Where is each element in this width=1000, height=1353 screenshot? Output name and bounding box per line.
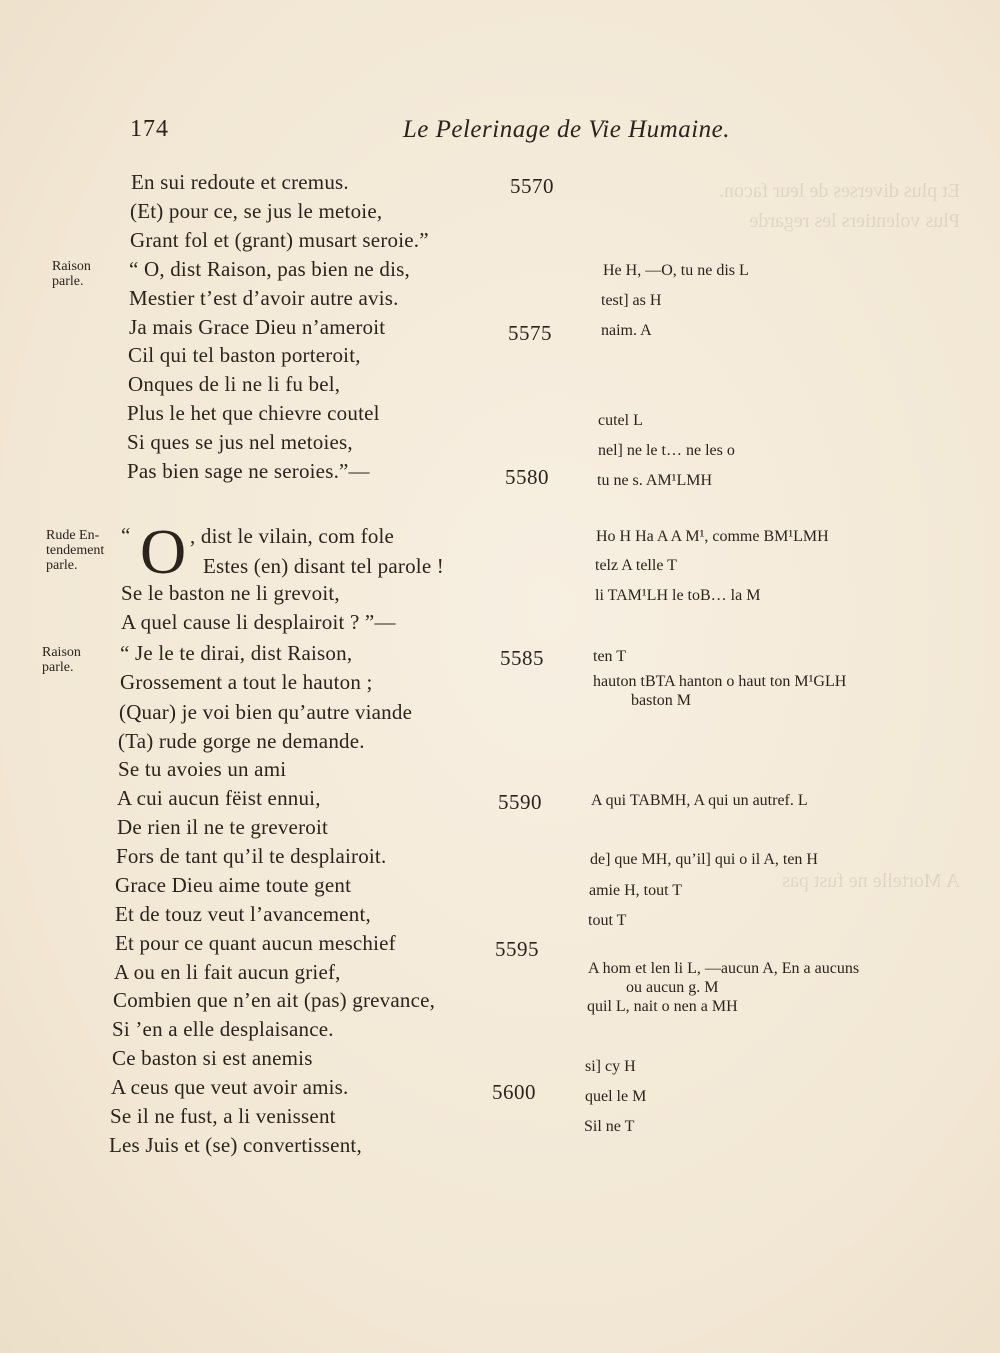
variant-note-line: ou aucun g. M	[626, 979, 719, 996]
line-number: 5580	[505, 465, 549, 489]
variant-note: quil L, nait o nen a MH	[587, 998, 738, 1015]
line-number: 5590	[498, 790, 542, 814]
verse-line: Si ques se jus nel metoies,	[127, 430, 353, 454]
variant-note: Ho H Ha A A M¹, comme BM¹LMH	[596, 528, 829, 545]
variant-note: He H, —O, tu ne dis L	[603, 262, 749, 279]
variant-note: cutel L	[598, 412, 643, 429]
verse-line: A ou en li fait aucun grief,	[114, 960, 341, 984]
verse-line: Ja mais Grace Dieu n’ameroit	[129, 315, 386, 339]
variant-note-line: baston M	[631, 692, 691, 709]
verse-line: Grace Dieu aime toute gent	[115, 873, 352, 897]
drop-cap-letter: O	[140, 516, 187, 587]
verse-line: (Ta) rude gorge ne demande.	[118, 729, 365, 753]
verse-line: Se le baston ne li grevoit,	[121, 581, 340, 605]
verse-line: Et de touz veut l’avancement,	[115, 902, 371, 926]
verse-line: Onques de li ne li fu bel,	[128, 372, 341, 396]
verse-line: Et pour ce quant aucun meschief	[115, 931, 396, 955]
verse-line: Fors de tant qu’il te desplairoit.	[116, 844, 387, 868]
verse-line: Pas bien sage ne seroies.”—	[127, 459, 370, 483]
side-note-speaker: Rude En- tendement parle.	[46, 528, 105, 573]
verse-line: A quel cause li desplairoit ? ”—	[121, 610, 396, 634]
verse-line: Plus le het que chievre coutel	[127, 401, 380, 425]
verse-line: “ Je le te dirai, dist Raison,	[120, 641, 353, 665]
verse-line: Si ’en a elle desplaisance.	[112, 1017, 334, 1041]
running-title: Le Pelerinage de Vie Humaine.	[402, 116, 730, 143]
variant-note: amie H, tout T	[589, 882, 683, 899]
variant-note: tout T	[588, 912, 627, 929]
verse-line: Estes (en) disant tel parole !	[203, 554, 444, 578]
variant-note: ten T	[593, 648, 627, 665]
verse-line: “ O, dist Raison, pas bien ne dis,	[129, 257, 410, 281]
variant-note	[593, 672, 846, 710]
verse-line: Les Juis et (se) convertissent,	[109, 1133, 362, 1157]
verse-line: En sui redoute et cremus.	[131, 170, 349, 194]
line-number: 5575	[508, 321, 552, 345]
verse-line: A ceus que veut avoir amis.	[111, 1075, 349, 1099]
variant-note: de] que MH, qu’il] qui o il A, ten H	[590, 851, 818, 868]
verse-line: Se il ne fust, a li venissent	[110, 1104, 336, 1128]
variant-note	[588, 959, 859, 997]
variant-note: si] cy H	[585, 1058, 636, 1075]
verse-line: Se tu avoies un ami	[118, 757, 287, 781]
variant-note: naim. A	[601, 322, 652, 339]
side-note-speaker: Raison parle.	[52, 259, 91, 289]
verse-line: Cil qui tel baston porteroit,	[128, 343, 361, 367]
verse-line: De rien il ne te greveroit	[117, 815, 329, 839]
variant-note-line: A hom et len li L, —aucun A, En a aucuns	[588, 960, 860, 977]
line-number: 5570	[510, 174, 554, 198]
variant-note: A qui TABMH, A qui un autref. L	[591, 792, 808, 809]
variant-note: Sil ne T	[584, 1118, 635, 1135]
verse-line: (Et) pour ce, se jus le metoie,	[130, 199, 383, 223]
variant-note: quel le M	[585, 1088, 647, 1105]
line-number: 5595	[495, 937, 539, 961]
show-through-text: A Mortelle ne fust pas	[782, 870, 960, 892]
variant-note: test] as H	[601, 292, 662, 309]
show-through-text: Et plus diverses de leur facon.	[718, 180, 960, 202]
verse-line: Grant fol et (grant) musart seroie.”	[130, 228, 429, 252]
show-through-text: Plus volentiers les regarde	[749, 210, 960, 232]
variant-note-line: hauton tBTA hanton o haut ton M¹GLH	[593, 673, 847, 690]
line-number: 5585	[500, 646, 544, 670]
verse-line: Grossement a tout le hauton ;	[120, 670, 373, 694]
verse-line: (Quar) je voi bien qu’autre viande	[119, 700, 413, 724]
verse-opening-quote: “	[121, 523, 131, 547]
variant-note: tu ne s. AM¹LMH	[597, 472, 713, 489]
side-note-speaker: Raison parle.	[42, 645, 81, 675]
verse-line: Ce baston si est anemis	[112, 1046, 313, 1070]
verse-line: Mestier t’est d’avoir autre avis.	[129, 286, 399, 310]
page-header	[130, 116, 730, 156]
variant-note: nel] ne le t… ne les o	[598, 442, 735, 459]
variant-note: telz A telle T	[595, 557, 677, 574]
verse-line: A cui aucun fëist ennui,	[117, 786, 321, 810]
verse-line: , dist le vilain, com fole	[190, 524, 395, 548]
variant-note: li TAM¹LH le toB… la M	[595, 587, 761, 604]
page-number: 174	[130, 116, 169, 142]
line-number: 5600	[492, 1080, 536, 1104]
verse-line: Combien que n’en ait (pas) grevance,	[113, 988, 436, 1012]
